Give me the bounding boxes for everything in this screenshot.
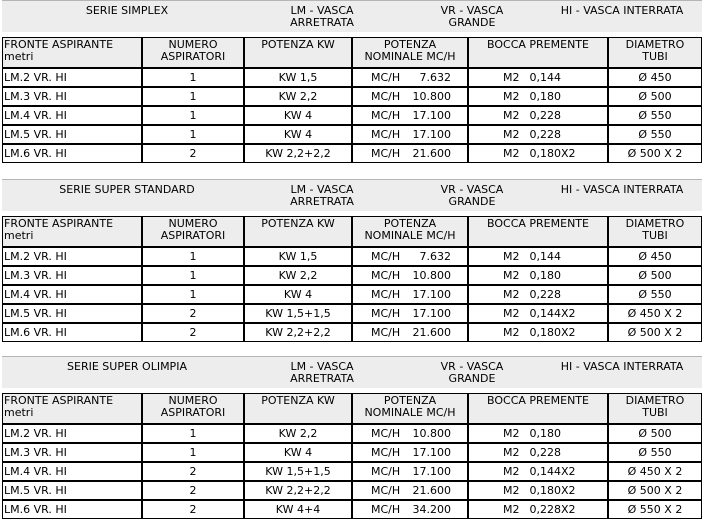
bocca-value: 0,228: [529, 127, 561, 141]
bocca-value: 0,144X2: [529, 306, 576, 320]
cell-diametro: Ø 500: [608, 266, 702, 285]
cell-potenza-nominale: [352, 424, 468, 443]
mch-unit: MC/H: [371, 325, 401, 339]
bocca-value: 0,228: [529, 108, 561, 122]
series-name: SERIE SUPER OLIMPIA: [67, 360, 187, 373]
col-header-fronte: FRONTE ASPIRANTE metri: [2, 37, 142, 68]
cell-diametro: Ø 500: [608, 87, 702, 106]
mch-unit: MC/H: [371, 89, 401, 103]
series-lm-label: LM - VASCA ARRETRATA: [290, 183, 354, 208]
cell-potenza-kw: KW 2,2+2,2: [244, 144, 352, 163]
table-row: [2, 144, 702, 163]
col-header-fronte: FRONTE ASPIRANTE metri: [2, 393, 142, 424]
mch-value: 21.600: [412, 325, 451, 339]
cell-potenza-nominale: [352, 125, 468, 144]
col-header-numero: NUMERO ASPIRATORI: [142, 37, 244, 68]
cell-numero: 1: [142, 266, 244, 285]
cell-bocca: [468, 323, 608, 342]
mch-unit: MC/H: [371, 502, 401, 516]
cell-potenza-nominale: [352, 304, 468, 323]
cell-fronte: LM.3 VR. HI: [2, 443, 142, 462]
cell-diametro: Ø 550: [608, 443, 702, 462]
mch-unit: MC/H: [371, 146, 401, 160]
bocca-value: 0,180: [529, 426, 561, 440]
cell-fronte: LM.4 VR. HI: [2, 106, 142, 125]
cell-potenza-nominale: [352, 144, 468, 163]
cell-bocca: [468, 443, 608, 462]
cell-fronte: LM.3 VR. HI: [2, 87, 142, 106]
bocca-unit: M2: [503, 464, 520, 478]
table-row: [2, 462, 702, 481]
cell-potenza-kw: KW 4+4: [244, 500, 352, 519]
series-header-bar: [2, 356, 702, 388]
cell-diametro: Ø 550: [608, 285, 702, 304]
mch-value: 17.100: [412, 306, 451, 320]
cell-numero: 2: [142, 500, 244, 519]
cell-bocca: [468, 481, 608, 500]
cell-fronte: LM.5 VR. HI: [2, 125, 142, 144]
cell-numero: 1: [142, 443, 244, 462]
cell-numero: 1: [142, 106, 244, 125]
cell-bocca: [468, 500, 608, 519]
bocca-value: 0,180X2: [529, 483, 576, 497]
cell-fronte: LM.6 VR. HI: [2, 323, 142, 342]
table-header-row: [2, 37, 702, 68]
bocca-value: 0,180: [529, 268, 561, 282]
cell-fronte: LM.4 VR. HI: [2, 462, 142, 481]
cell-diametro: Ø 450 X 2: [608, 462, 702, 481]
cell-potenza-kw: KW 2,2: [244, 266, 352, 285]
bocca-unit: M2: [503, 287, 520, 301]
mch-unit: MC/H: [371, 287, 401, 301]
cell-potenza-kw: KW 2,2: [244, 87, 352, 106]
mch-unit: MC/H: [371, 249, 401, 263]
mch-unit: MC/H: [371, 464, 401, 478]
mch-value: 17.100: [412, 287, 451, 301]
col-header-bocca: BOCCA PREMENTE: [468, 393, 608, 424]
bocca-unit: M2: [503, 108, 520, 122]
mch-unit: MC/H: [371, 268, 401, 282]
cell-bocca: [468, 462, 608, 481]
bocca-unit: M2: [503, 146, 520, 160]
col-header-potenza-nominale: POTENZA NOMINALE MC/H: [352, 393, 468, 424]
specs-table: [2, 37, 702, 163]
cell-potenza-kw: KW 1,5+1,5: [244, 304, 352, 323]
cell-diametro: Ø 550 X 2: [608, 500, 702, 519]
cell-potenza-kw: KW 1,5+1,5: [244, 462, 352, 481]
mch-value: 10.800: [412, 426, 451, 440]
table-row: [2, 68, 702, 87]
series-vr-label: VR - VASCA GRANDE: [440, 183, 504, 208]
col-header-diametro: DIAMETRO TUBI: [608, 216, 702, 247]
series-hi-label: HI - VASCA INTERRATA: [560, 183, 684, 196]
col-header-potenza-kw: POTENZA KW: [244, 393, 352, 424]
bocca-value: 0,180X2: [529, 146, 576, 160]
table-row: [2, 323, 702, 342]
cell-bocca: [468, 106, 608, 125]
table-row: [2, 424, 702, 443]
cell-bocca: [468, 68, 608, 87]
cell-potenza-nominale: [352, 500, 468, 519]
bocca-unit: M2: [503, 483, 520, 497]
cell-potenza-kw: KW 2,2+2,2: [244, 323, 352, 342]
cell-fronte: LM.6 VR. HI: [2, 144, 142, 163]
mch-value: 10.800: [412, 89, 451, 103]
cell-potenza-kw: KW 4: [244, 443, 352, 462]
bocca-value: 0,228X2: [529, 502, 576, 516]
cell-potenza-nominale: [352, 87, 468, 106]
cell-fronte: LM.2 VR. HI: [2, 424, 142, 443]
table-row: [2, 87, 702, 106]
cell-bocca: [468, 87, 608, 106]
cell-potenza-kw: KW 4: [244, 125, 352, 144]
cell-bocca: [468, 247, 608, 266]
table-row: [2, 106, 702, 125]
col-header-potenza-kw: POTENZA KW: [244, 216, 352, 247]
col-header-numero: NUMERO ASPIRATORI: [142, 216, 244, 247]
cell-potenza-nominale: [352, 323, 468, 342]
table-header-row: [2, 393, 702, 424]
mch-value: 34.200: [412, 502, 451, 516]
cell-potenza-kw: KW 2,2: [244, 424, 352, 443]
cell-numero: 2: [142, 481, 244, 500]
col-header-potenza-nominale: POTENZA NOMINALE MC/H: [352, 216, 468, 247]
cell-potenza-nominale: [352, 443, 468, 462]
cell-fronte: LM.2 VR. HI: [2, 68, 142, 87]
bocca-unit: M2: [503, 502, 520, 516]
mch-value: 7.632: [419, 249, 451, 263]
cell-potenza-nominale: [352, 68, 468, 87]
col-header-bocca: BOCCA PREMENTE: [468, 37, 608, 68]
bocca-unit: M2: [503, 127, 520, 141]
col-header-bocca: BOCCA PREMENTE: [468, 216, 608, 247]
cell-potenza-nominale: [352, 285, 468, 304]
mch-unit: MC/H: [371, 445, 401, 459]
cell-numero: 2: [142, 462, 244, 481]
mch-value: 21.600: [412, 146, 451, 160]
cell-potenza-kw: KW 4: [244, 106, 352, 125]
table-row: [2, 125, 702, 144]
mch-unit: MC/H: [371, 70, 401, 84]
cell-potenza-nominale: [352, 266, 468, 285]
mch-value: 21.600: [412, 483, 451, 497]
bocca-unit: M2: [503, 70, 520, 84]
bocca-unit: M2: [503, 445, 520, 459]
cell-diametro: Ø 450: [608, 247, 702, 266]
series-name: SERIE SIMPLEX: [85, 4, 169, 17]
cell-numero: 2: [142, 144, 244, 163]
table-row: [2, 266, 702, 285]
bocca-value: 0,144X2: [529, 464, 576, 478]
cell-diametro: Ø 500: [608, 424, 702, 443]
bocca-unit: M2: [503, 426, 520, 440]
series-hi-label: HI - VASCA INTERRATA: [560, 360, 684, 373]
cell-numero: 1: [142, 68, 244, 87]
cell-fronte: LM.5 VR. HI: [2, 304, 142, 323]
cell-bocca: [468, 125, 608, 144]
cell-bocca: [468, 304, 608, 323]
cell-potenza-kw: KW 2,2+2,2: [244, 481, 352, 500]
cell-bocca: [468, 266, 608, 285]
cell-potenza-nominale: [352, 481, 468, 500]
mch-value: 17.100: [412, 108, 451, 122]
series-vr-label: VR - VASCA GRANDE: [440, 4, 504, 29]
table-row: [2, 285, 702, 304]
cell-diametro: Ø 500 X 2: [608, 323, 702, 342]
cell-fronte: LM.2 VR. HI: [2, 247, 142, 266]
specs-table: [2, 216, 702, 342]
mch-unit: MC/H: [371, 306, 401, 320]
cell-diametro: Ø 450: [608, 68, 702, 87]
cell-fronte: LM.6 VR. HI: [2, 500, 142, 519]
table-row: [2, 304, 702, 323]
cell-fronte: LM.5 VR. HI: [2, 481, 142, 500]
cell-potenza-kw: KW 1,5: [244, 247, 352, 266]
bocca-value: 0,228: [529, 445, 561, 459]
col-header-potenza-kw: POTENZA KW: [244, 37, 352, 68]
mch-value: 10.800: [412, 268, 451, 282]
cell-potenza-kw: KW 1,5: [244, 68, 352, 87]
col-header-fronte: FRONTE ASPIRANTE metri: [2, 216, 142, 247]
mch-value: 7.632: [419, 70, 451, 84]
cell-numero: 1: [142, 247, 244, 266]
cell-numero: 1: [142, 285, 244, 304]
table-row: [2, 500, 702, 519]
col-header-diametro: DIAMETRO TUBI: [608, 393, 702, 424]
series-lm-label: LM - VASCA ARRETRATA: [290, 4, 354, 29]
col-header-potenza-nominale: POTENZA NOMINALE MC/H: [352, 37, 468, 68]
bocca-unit: M2: [503, 249, 520, 263]
cell-fronte: LM.4 VR. HI: [2, 285, 142, 304]
series-hi-label: HI - VASCA INTERRATA: [560, 4, 684, 17]
table-header-row: [2, 216, 702, 247]
series-vr-label: VR - VASCA GRANDE: [440, 360, 504, 385]
table-row: [2, 481, 702, 500]
bocca-unit: M2: [503, 268, 520, 282]
cell-potenza-nominale: [352, 106, 468, 125]
series-lm-label: LM - VASCA ARRETRATA: [290, 360, 354, 385]
bocca-value: 0,228: [529, 287, 561, 301]
mch-value: 17.100: [412, 464, 451, 478]
bocca-value: 0,144: [529, 249, 561, 263]
cell-potenza-kw: KW 4: [244, 285, 352, 304]
bocca-unit: M2: [503, 325, 520, 339]
bocca-value: 0,180X2: [529, 325, 576, 339]
bocca-unit: M2: [503, 306, 520, 320]
bocca-value: 0,180: [529, 89, 561, 103]
bocca-value: 0,144: [529, 70, 561, 84]
mch-unit: MC/H: [371, 483, 401, 497]
mch-unit: MC/H: [371, 108, 401, 122]
cell-diametro: Ø 450 X 2: [608, 304, 702, 323]
cell-bocca: [468, 285, 608, 304]
table-row: [2, 247, 702, 266]
table-row: [2, 443, 702, 462]
cell-diametro: Ø 550: [608, 106, 702, 125]
cell-diametro: Ø 500 X 2: [608, 144, 702, 163]
cell-numero: 2: [142, 323, 244, 342]
col-header-diametro: DIAMETRO TUBI: [608, 37, 702, 68]
cell-diametro: Ø 500 X 2: [608, 481, 702, 500]
cell-numero: 1: [142, 424, 244, 443]
series-header-bar: [2, 0, 702, 32]
specs-table: [2, 393, 702, 519]
cell-potenza-nominale: [352, 247, 468, 266]
mch-value: 17.100: [412, 445, 451, 459]
mch-unit: MC/H: [371, 127, 401, 141]
cell-bocca: [468, 144, 608, 163]
cell-bocca: [468, 424, 608, 443]
cell-numero: 1: [142, 87, 244, 106]
col-header-numero: NUMERO ASPIRATORI: [142, 393, 244, 424]
series-header-bar: [2, 179, 702, 211]
cell-numero: 2: [142, 304, 244, 323]
cell-potenza-nominale: [352, 462, 468, 481]
mch-value: 17.100: [412, 127, 451, 141]
cell-diametro: Ø 550: [608, 125, 702, 144]
cell-numero: 1: [142, 125, 244, 144]
series-name: SERIE SUPER STANDARD: [59, 183, 195, 196]
cell-fronte: LM.3 VR. HI: [2, 266, 142, 285]
bocca-unit: M2: [503, 89, 520, 103]
mch-unit: MC/H: [371, 426, 401, 440]
